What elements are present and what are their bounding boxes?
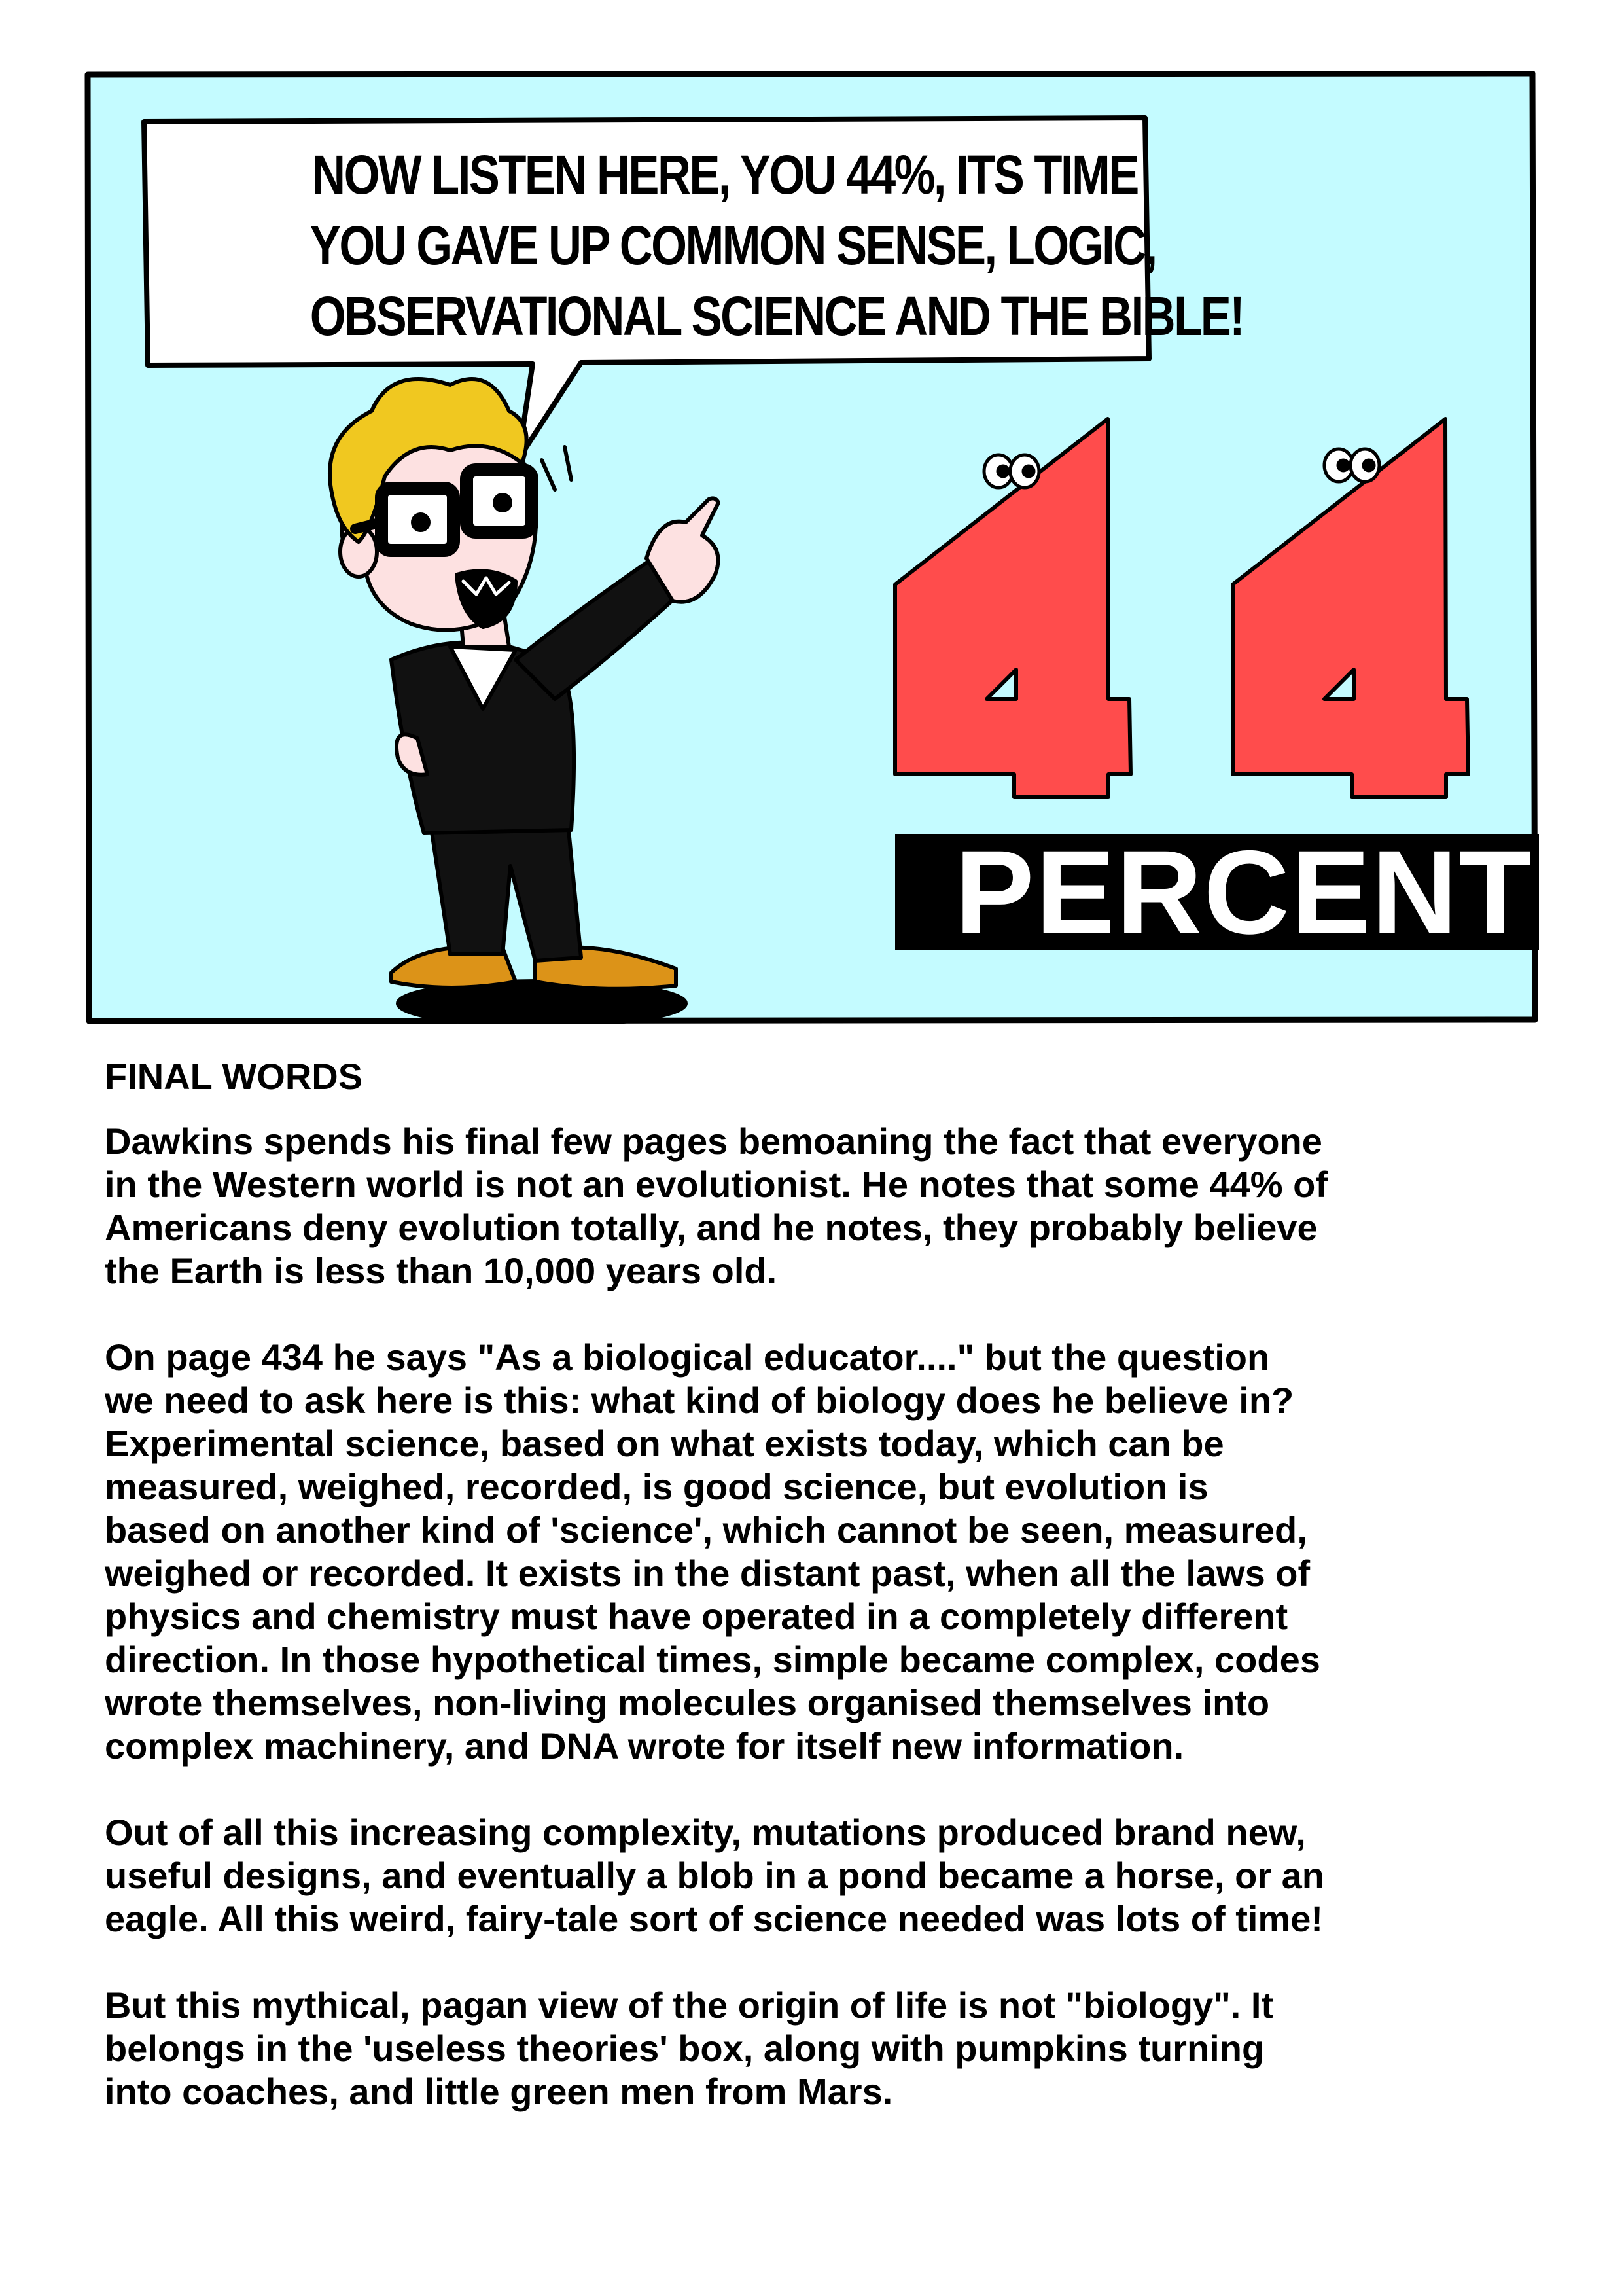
text-line: complex machinery, and DNA wrote for itself new information. <box>105 1725 1184 1767</box>
text-line: But this mythical, pagan view of the origin of life is not "biology". It <box>105 1984 1274 2026</box>
text-line: Experimental science, based on what exists today, which can be <box>105 1423 1224 1464</box>
text-line: the Earth is less than 10,000 years old. <box>105 1250 777 1291</box>
section-heading: FINAL WORDS <box>105 1056 363 1097</box>
text-line: On page 434 he says "As a biological educator...." but the question <box>105 1336 1270 1378</box>
text-line: Dawkins spends his final few pages bemoaning the fact that everyone <box>105 1121 1322 1162</box>
speech-line: OBSERVATIONAL SCIENCE AND THE BIBLE! <box>309 285 1244 347</box>
text-line: into coaches, and little green men from Mars. <box>105 2071 893 2112</box>
text-line: useful designs, and eventually a blob in a pond became a horse, or an <box>105 1855 1324 1896</box>
paragraph-3 <box>105 1811 1544 1941</box>
cartoon-panel <box>84 71 1539 1024</box>
speech-bubble-text <box>309 139 1244 351</box>
text-line: we need to ask here is this: what kind of biology does he believe in? <box>105 1380 1294 1421</box>
text-line: belongs in the 'useless theories' box, along with pumpkins turning <box>105 2028 1265 2069</box>
percent-label: PERCENT <box>955 825 1533 959</box>
text-line: direction. In those hypothetical times, simple became complex, codes <box>105 1639 1320 1680</box>
speech-line: YOU GAVE UP COMMON SENSE, LOGIC, <box>309 215 1156 276</box>
paragraph-1 <box>105 1120 1544 1293</box>
paragraph-2 <box>105 1336 1544 1768</box>
speech-line: NOW LISTEN HERE, YOU 44%, ITS TIME <box>312 144 1138 206</box>
text-line: Americans deny evolution totally, and he notes, they probably believe <box>105 1207 1318 1248</box>
text-line: Out of all this increasing complexity, mutations produced brand new, <box>105 1812 1306 1853</box>
text-line: wrote themselves, non-living molecules organised themselves into <box>105 1682 1270 1723</box>
text-line: weighed or recorded. It exists in the distant past, when all the laws of <box>105 1552 1311 1594</box>
paragraph-4 <box>105 1984 1544 2113</box>
article <box>105 1050 1544 2157</box>
text-line: eagle. All this weird, fairy-tale sort of science needed was lots of time! <box>105 1898 1323 1939</box>
text-line: physics and chemistry must have operated in a completely different <box>105 1596 1288 1637</box>
text-line: based on another kind of 'science', which cannot be seen, measured, <box>105 1509 1307 1551</box>
text-line: in the Western world is not an evolutionist. He notes that some 44% of <box>105 1164 1328 1205</box>
text-line: measured, weighed, recorded, is good science, but evolution is <box>105 1466 1209 1507</box>
